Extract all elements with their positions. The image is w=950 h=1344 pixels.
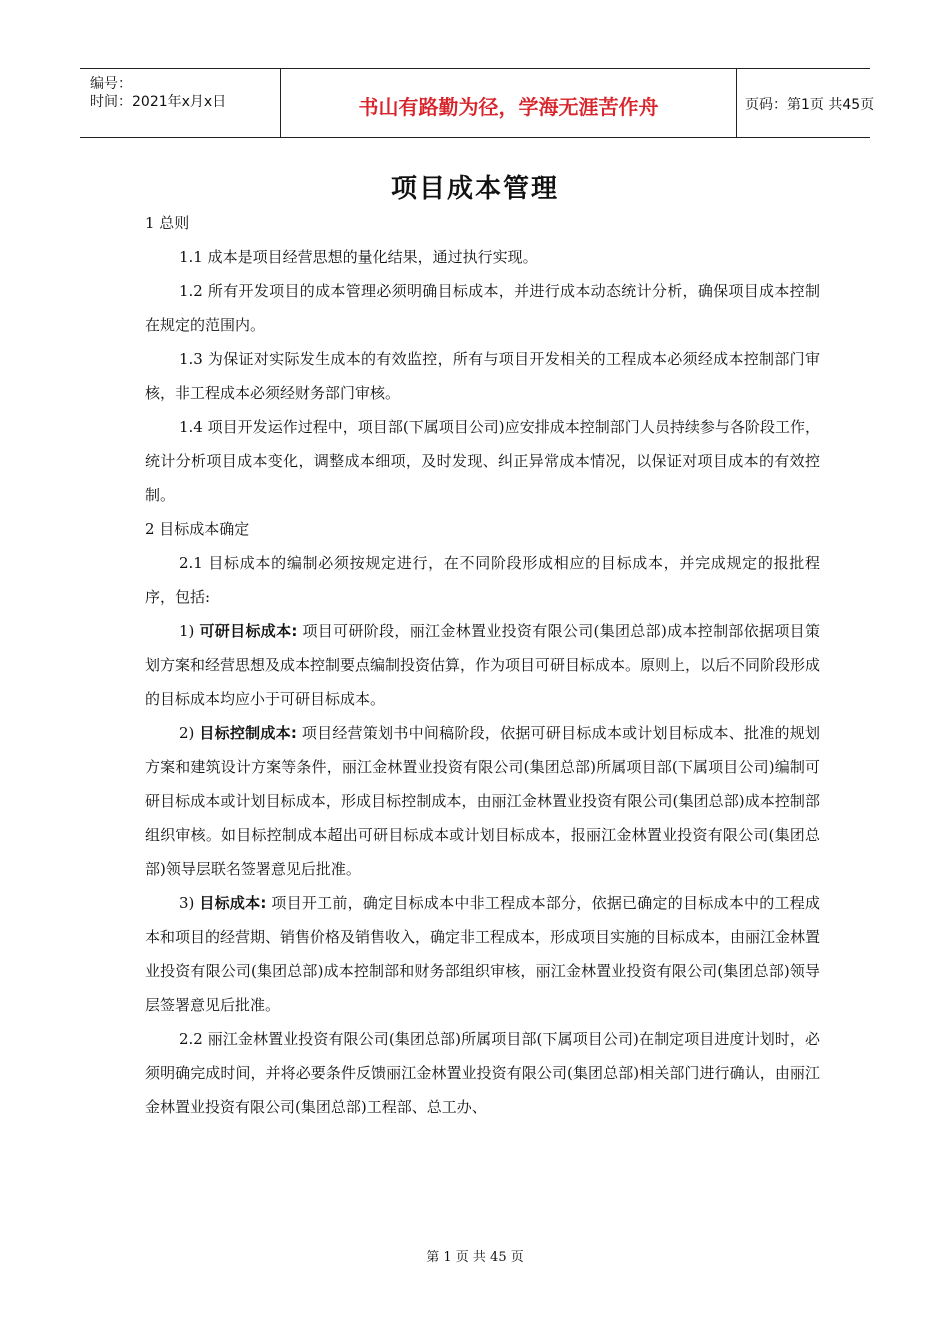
header-slogan-cell xyxy=(280,69,737,137)
paragraph: 1.2 所有开发项目的成本管理必须明确目标成本，并进行成本动态统计分析，确保项目成本控制在规定的范围内。 xyxy=(145,282,820,334)
list-item-text: 项目可研阶段，丽江金林置业投资有限公司(集团总部)成本控制部依据项目策划方案和经营思想及成本控制要点编制投资估算，作为项目可研目标成本。原则上，以后不同阶段形成的目标成本均应小于可研目标成本。 xyxy=(145,622,821,708)
list-item xyxy=(145,886,820,1022)
page-title: 项目成本管理 xyxy=(390,174,559,204)
paragraph: 1.3 为保证对实际发生成本的有效监控，所有与项目开发相关的工程成本必须经成本控制部门审核，非工程成本必须经财务部门审核。 xyxy=(145,350,820,402)
list-item-text: 项目经营策划书中间稿阶段，依据可研目标成本或计划目标成本、批准的规划方案和建筑设计方案等条件，丽江金林置业投资有限公司(集团总部)所属项目部(下属项目公司)编制可研目标成本或计划目标成本，形成目标控制成本，由丽江金林置业投资有限公司(集团总部)成本控制部组织审核。如目标控制成本超出可研目标成本或计划目标成本，报丽江金林置业投资有限公司(集团总部)领导层联名签署意见后批准。 xyxy=(145,724,821,878)
paragraph: 1.1 成本是项目经营思想的量化结果，通过执行实现。 xyxy=(179,248,538,266)
document-header xyxy=(80,68,875,138)
paragraph: 2.2 丽江金林置业投资有限公司(集团总部)所属项目部(下属项目公司)在制定项目进度计划时，必须明确完成时间，并将必要条件反馈丽江金林置业投资有限公司(集团总部)相关部门进行确认，由丽江金林置业投资有限公司(集团总部)工程部、总工办、 xyxy=(145,1030,820,1116)
date-line: 时间：2021年x月x日 xyxy=(90,94,227,110)
paragraph: 1.4 项目开发运作过程中，项目部(下属项目公司)应安排成本控制部门人员持续参与各阶段工作，统计分析项目成本变化，调整成本细项，及时发现、纠正异常成本情况，以保证对项目成本的有效控制。 xyxy=(145,418,820,504)
list-item-number: 3) xyxy=(179,894,200,912)
document-body xyxy=(145,206,820,1124)
slogan: 书山有路勤为径，学海无涯苦作舟 xyxy=(358,95,659,119)
header-meta-cell xyxy=(80,69,280,137)
list-item-term: 目标控制成本: xyxy=(199,724,297,742)
paragraph: 2.1 目标成本的编制必须按规定进行，在不同阶段形成相应的目标成本，并完成规定的报批程序，包括: xyxy=(145,554,820,606)
list-item-text: 项目开工前，确定目标成本中非工程成本部分，依据已确定的目标成本中的工程成本和项目的经营期、销售价格及销售收入，确定非工程成本，形成项目实施的目标成本，由丽江金林置业投资有限公司(集团总部)成本控制部和财务部组织审核，丽江金林置业投资有限公司(集团总部)领导层签署意见后批准。 xyxy=(145,894,821,1014)
section-heading: 1 总则 xyxy=(145,214,190,232)
list-item-term: 目标成本: xyxy=(199,894,267,912)
list-item-term: 可研目标成本: xyxy=(199,622,298,640)
page-info: 页码：第1页 共45页 xyxy=(745,97,875,113)
page-footer: 第 1 页 共 45 页 xyxy=(426,1250,524,1265)
list-item-number: 1) xyxy=(179,622,200,640)
header-page-cell xyxy=(735,69,875,137)
list-item-number: 2) xyxy=(179,724,200,742)
section-heading: 2 目标成本确定 xyxy=(145,520,250,538)
number-label: 编号： xyxy=(90,76,132,92)
list-item xyxy=(145,614,820,716)
list-item xyxy=(145,716,820,886)
